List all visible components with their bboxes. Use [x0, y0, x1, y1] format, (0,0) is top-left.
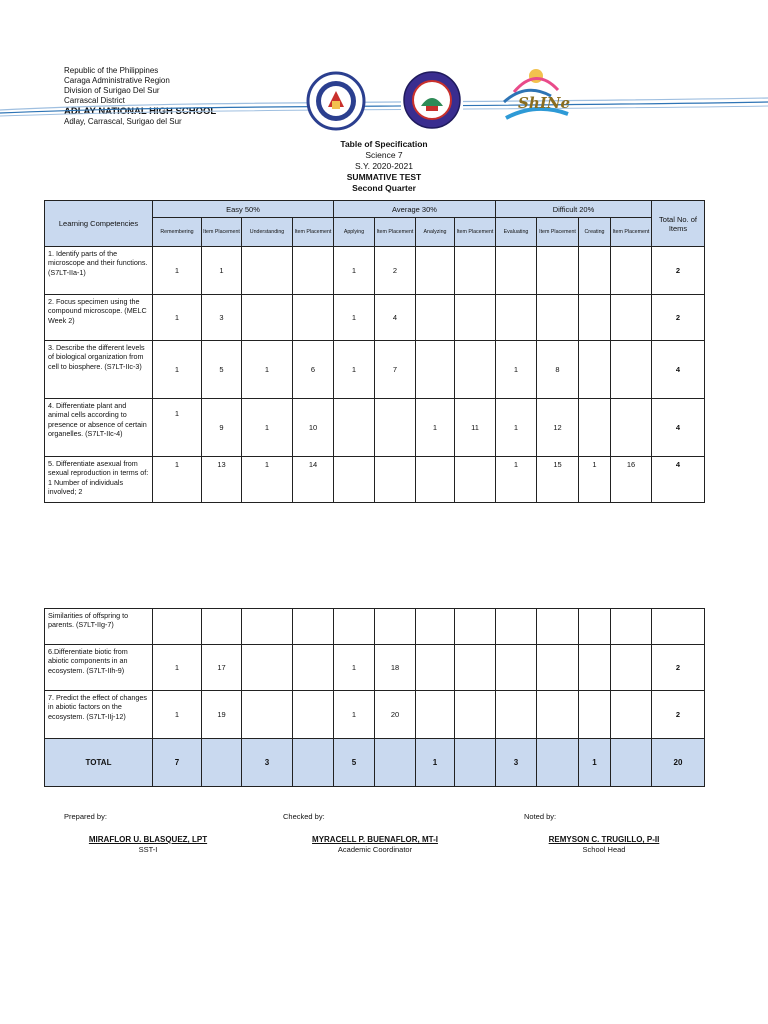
- value-cell: [416, 341, 455, 399]
- value-cell: 6: [293, 341, 334, 399]
- value-cell: 14: [293, 457, 334, 503]
- table-row: [45, 295, 705, 341]
- total-value-cell: 3: [496, 739, 537, 787]
- value-cell: 11: [455, 399, 496, 457]
- value-cell: 2: [375, 247, 416, 295]
- row-total-cell: 2: [652, 691, 705, 739]
- value-cell: [375, 457, 416, 503]
- tos-table-page2: [44, 608, 705, 787]
- header-swoosh: [0, 96, 768, 126]
- value-cell: 5: [202, 341, 242, 399]
- value-cell: [579, 295, 611, 341]
- value-cell: [416, 295, 455, 341]
- value-cell: [496, 247, 537, 295]
- competency-cell: 6.Differentiate biotic from abiotic components in an ecosystem. (S7LT-IIh-9): [45, 645, 153, 691]
- value-cell: [611, 341, 652, 399]
- value-cell: [242, 609, 293, 645]
- table-row: [45, 691, 705, 739]
- value-cell: [611, 247, 652, 295]
- value-cell: [416, 247, 455, 295]
- value-cell: 9: [202, 399, 242, 457]
- signature-prepared: [58, 835, 238, 855]
- title-tos: Table of Specification: [340, 139, 428, 149]
- checked-name: MYRACELL P. BUENAFLOR, MT-I: [312, 835, 438, 844]
- shine-logo: [496, 62, 576, 130]
- row-total-cell: 2: [652, 645, 705, 691]
- row-total-cell: 2: [652, 295, 705, 341]
- header-line-2: Caraga Administrative Region: [64, 76, 170, 85]
- header-learning-competencies: Learning Competencies: [45, 201, 153, 247]
- deped-seal-logo: [306, 71, 366, 131]
- total-value-cell: 5: [334, 739, 375, 787]
- table-row: [45, 247, 705, 295]
- shine-logo-text: ShINe: [518, 94, 571, 112]
- value-cell: 1: [496, 399, 537, 457]
- total-value-cell: 1: [579, 739, 611, 787]
- value-cell: [153, 609, 202, 645]
- value-cell: [496, 295, 537, 341]
- competency-cell: 4. Differentiate plant and animal cells according to presence or absence of certain organelles. (S7LT-IIc-4): [45, 399, 153, 457]
- value-cell: [579, 341, 611, 399]
- header-total-items: Total No. of Items: [652, 201, 705, 247]
- value-cell: [293, 609, 334, 645]
- value-cell: [611, 609, 652, 645]
- prepared-name: MIRAFLOR U. BLASQUEZ, LPT: [88, 835, 208, 844]
- value-cell: 1: [153, 247, 202, 295]
- competency-cell: 3. Describe the different levels of biological organization from cell to biosphere. (S7LT-IIc-3): [45, 341, 153, 399]
- value-cell: [455, 645, 496, 691]
- competency-cell: 7. Predict the effect of changes in abiotic factors on the ecosystem. (S7LT-IIj-12): [45, 691, 153, 739]
- value-cell: [455, 247, 496, 295]
- value-cell: [334, 609, 375, 645]
- total-value-cell: [537, 739, 579, 787]
- prepared-title: SST-I: [138, 845, 158, 854]
- total-value-cell: [293, 739, 334, 787]
- total-value-cell: 3: [242, 739, 293, 787]
- value-cell: [579, 399, 611, 457]
- header-difficult: Difficult 20%: [496, 201, 652, 218]
- value-cell: [416, 457, 455, 503]
- title-test: SUMMATIVE TEST: [346, 172, 422, 182]
- subheader-creating: Creating: [579, 218, 611, 247]
- table-row: [45, 645, 705, 691]
- value-cell: 1: [242, 341, 293, 399]
- value-cell: 1: [202, 247, 242, 295]
- value-cell: 1: [416, 399, 455, 457]
- noted-by-label: Noted by:: [524, 812, 557, 821]
- value-cell: [242, 691, 293, 739]
- noted-name: REMYSON C. TRUGILLO, P-II: [548, 835, 660, 844]
- competency-cell: 5. Differentiate asexual from sexual reproduction in terms of: 1 Number of individuals involved; 2: [45, 457, 153, 503]
- value-cell: [579, 691, 611, 739]
- value-cell: [416, 691, 455, 739]
- value-cell: [537, 247, 579, 295]
- value-cell: 20: [375, 691, 416, 739]
- title-quarter: Second Quarter: [352, 183, 416, 193]
- value-cell: 1: [579, 457, 611, 503]
- value-cell: [202, 609, 242, 645]
- value-cell: [293, 691, 334, 739]
- value-cell: 17: [202, 645, 242, 691]
- value-cell: [455, 457, 496, 503]
- total-value-cell: [375, 739, 416, 787]
- table-row: [45, 609, 705, 645]
- value-cell: 8: [537, 341, 579, 399]
- value-cell: [611, 295, 652, 341]
- value-cell: 1: [334, 645, 375, 691]
- value-cell: 1: [153, 341, 202, 399]
- value-cell: [537, 609, 579, 645]
- value-cell: [537, 645, 579, 691]
- value-cell: [242, 247, 293, 295]
- row-total-cell: 4: [652, 399, 705, 457]
- total-row: [45, 739, 705, 787]
- value-cell: 18: [375, 645, 416, 691]
- total-value-cell: 7: [153, 739, 202, 787]
- subheader-analyzing: Analyzing: [416, 218, 455, 247]
- value-cell: 1: [334, 247, 375, 295]
- checked-title: Academic Coordinator: [337, 845, 413, 854]
- value-cell: [579, 645, 611, 691]
- value-cell: 1: [496, 457, 537, 503]
- header-easy: Easy 50%: [153, 201, 334, 218]
- table-row: [45, 457, 705, 503]
- subheader-item-placement: Item Placement: [293, 218, 334, 247]
- value-cell: [293, 247, 334, 295]
- total-value-cell: 1: [416, 739, 455, 787]
- school-address: Adlay, Carrascal, Surigao del Sur: [64, 117, 182, 126]
- header-line-3: Division of Surigao Del Sur: [64, 86, 160, 95]
- value-cell: [455, 609, 496, 645]
- total-value-cell: [202, 739, 242, 787]
- value-cell: [611, 691, 652, 739]
- prepared-by-label: Prepared by:: [64, 812, 107, 821]
- school-seal-logo: [401, 68, 463, 132]
- subheader-understanding: Understanding: [242, 218, 293, 247]
- row-total-cell: 4: [652, 341, 705, 399]
- value-cell: 1: [153, 645, 202, 691]
- subheader-evaluating: Evaluating: [496, 218, 537, 247]
- value-cell: [293, 645, 334, 691]
- signature-noted: [514, 835, 694, 855]
- noted-title: School Head: [582, 845, 626, 854]
- value-cell: [455, 691, 496, 739]
- subheader-item-placement: Item Placement: [611, 218, 652, 247]
- value-cell: 4: [375, 295, 416, 341]
- value-cell: [496, 691, 537, 739]
- subheader-remembering: Remembering: [153, 218, 202, 247]
- total-value-cell: [455, 739, 496, 787]
- subheader-item-placement: Item Placement: [537, 218, 579, 247]
- value-cell: [537, 691, 579, 739]
- subheader-item-placement: Item Placement: [455, 218, 496, 247]
- value-cell: 7: [375, 341, 416, 399]
- competency-cell: 1. Identify parts of the microscope and their functions. (S7LT-IIa-1): [45, 247, 153, 295]
- value-cell: 1: [334, 341, 375, 399]
- competency-cell: 2. Focus specimen using the compound microscope. (MELC Week 2): [45, 295, 153, 341]
- value-cell: [416, 645, 455, 691]
- value-cell: [334, 399, 375, 457]
- row-total-cell: 4: [652, 457, 705, 503]
- value-cell: [375, 609, 416, 645]
- value-cell: [416, 609, 455, 645]
- value-cell: [242, 295, 293, 341]
- value-cell: [611, 645, 652, 691]
- value-cell: 16: [611, 457, 652, 503]
- value-cell: [496, 645, 537, 691]
- value-cell: 13: [202, 457, 242, 503]
- header-line-1: Republic of the Philippines: [64, 66, 159, 75]
- value-cell: [375, 399, 416, 457]
- table-row: [45, 399, 705, 457]
- value-cell: [579, 609, 611, 645]
- school-name: ADLAY NATIONAL HIGH SCHOOL: [64, 106, 217, 117]
- checked-by-label: Checked by:: [283, 812, 325, 821]
- value-cell: 1: [242, 457, 293, 503]
- value-cell: [611, 399, 652, 457]
- subheader-item-placement: Item Placement: [375, 218, 416, 247]
- header-line-4: Carrascal District: [64, 96, 125, 105]
- value-cell: 1: [334, 295, 375, 341]
- signature-checked: [280, 835, 470, 855]
- value-cell: [293, 295, 334, 341]
- value-cell: [242, 645, 293, 691]
- row-total-cell: 2: [652, 247, 705, 295]
- value-cell: [334, 457, 375, 503]
- value-cell: 1: [153, 457, 202, 503]
- competency-cell: Similarities of offspring to parents. (S7LT-IIg-7): [45, 609, 153, 645]
- total-label: TOTAL: [45, 739, 153, 787]
- value-cell: 12: [537, 399, 579, 457]
- value-cell: 1: [153, 691, 202, 739]
- table-row: [45, 341, 705, 399]
- value-cell: [537, 295, 579, 341]
- title-subject: Science 7: [365, 150, 403, 160]
- value-cell: 1: [242, 399, 293, 457]
- document-titles: [0, 139, 768, 194]
- subheader-applying: Applying: [334, 218, 375, 247]
- value-cell: 10: [293, 399, 334, 457]
- row-total-cell: [652, 609, 705, 645]
- value-cell: 15: [537, 457, 579, 503]
- title-school-year: S.Y. 2020-2021: [355, 161, 413, 171]
- subheader-item-placement: Item Placement: [202, 218, 242, 247]
- value-cell: 1: [334, 691, 375, 739]
- grand-total-cell: 20: [652, 739, 705, 787]
- total-value-cell: [611, 739, 652, 787]
- header-average: Average 30%: [334, 201, 496, 218]
- value-cell: 19: [202, 691, 242, 739]
- value-cell: [496, 609, 537, 645]
- value-cell: 1: [153, 399, 202, 457]
- value-cell: 1: [496, 341, 537, 399]
- value-cell: 3: [202, 295, 242, 341]
- value-cell: 1: [153, 295, 202, 341]
- value-cell: [579, 247, 611, 295]
- tos-table-page1: [44, 200, 705, 503]
- value-cell: [455, 341, 496, 399]
- value-cell: [455, 295, 496, 341]
